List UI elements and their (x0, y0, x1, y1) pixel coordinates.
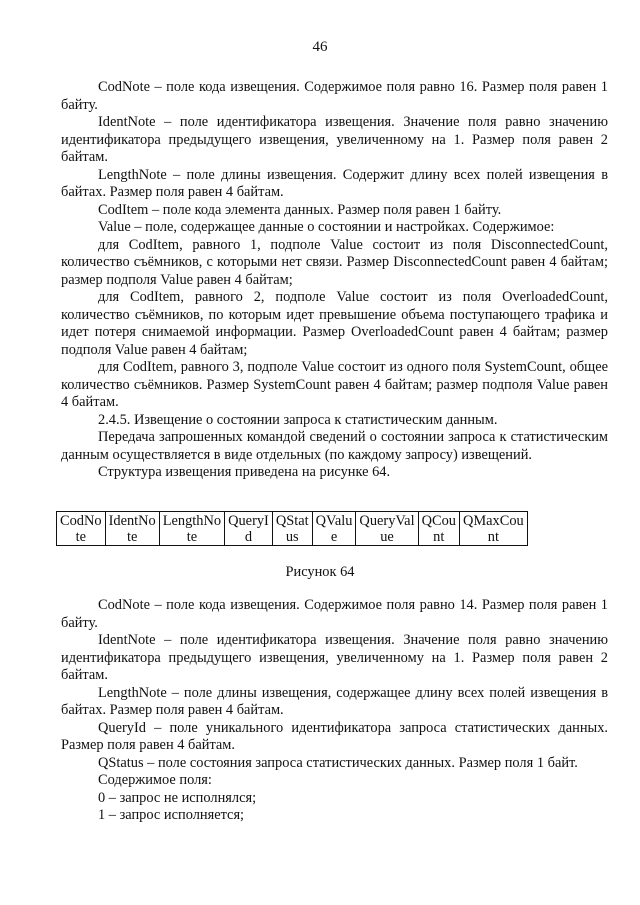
field-cell-lengthnote: LengthNo te (159, 512, 224, 546)
paragraph: IdentNote – поле идентификатора извещения. Значение поля равно значению идентификатора предыдущего извещения, увеличенному на 1. Размер поля равен 2 байтам. (61, 632, 608, 683)
paragraph: Структура извещения приведена на рисунке 64. (98, 464, 391, 480)
paragraph: для CodItem, равного 2, подполе Value состоит из поля OverloadedCount, количество съёмников, по которым идет превышение объема поступающего трафика и идет потеря снимаемой информации. Размер OverloadedCount равен 4 байтам; размер подполя Value равен 4 байтам; (61, 289, 608, 358)
paragraph: CodNote – поле кода извещения. Содержимое поля равно 16. Размер поля равен 1 байту. (61, 79, 608, 113)
page-number: 46 (312, 39, 328, 55)
paragraph: для CodItem, равного 1, подполе Value состоит из поля DisconnectedCount, количество съёмников, с которыми нет связи. Размер DisconnectedCount равен 4 байтам; размер подполя Value равен 4 байтам; (61, 236, 608, 288)
paragraph: Передача запрошенных командой сведений о состоянии запроса к статистическим данным осуществляется в виде отдельных (по каждому запросу) извещений. (61, 429, 608, 463)
notice-structure-table (56, 511, 528, 546)
paragraph: LengthNote – поле длины извещения. Содержит длину всех полей извещения в байтах. Размер поля равен 4 байтам. (61, 166, 608, 200)
paragraph: CodNote – поле кода извещения. Содержимое поля равно 14. Размер поля равен 1 байту. (61, 597, 608, 631)
field-cell-identnote: IdentNo te (105, 512, 159, 546)
paragraph: QStatus – поле состояния запроса статистических данных. Размер поля 1 байт. (98, 754, 578, 771)
section-heading: 2.4.5. Извещение о состоянии запроса к статистическим данным. (98, 411, 498, 428)
figure-caption: Рисунок 64 (285, 564, 355, 580)
paragraph: IdentNote – поле идентификатора извещения. Значение поля равно значению идентификатора предыдущего извещения, увеличенному на 1. Размер поля равен 2 байтам. (61, 114, 608, 165)
paragraph: CodItem – поле кода элемента данных. Размер поля равен 1 байту. (98, 201, 502, 218)
field-cell-queryvalue: QueryVal ue (356, 512, 418, 546)
list-item: 1 – запрос исполняется; (98, 807, 245, 823)
field-cell-qstatus: QStat us (272, 512, 312, 546)
paragraph: QueryId – поле уникального идентификатора запроса статистических данных. Размер поля равен 4 байтам. (61, 719, 608, 753)
paragraph: Содержимое поля: (98, 772, 212, 788)
field-cell-qvalue: QValu e (312, 512, 356, 546)
paragraph: для CodItem, равного 3, подполе Value состоит из одного поля SystemCount, общее количество съёмников. Размер SystemCount равен 4 байтам; размер подполя Value равен 4 байтам. (61, 359, 608, 410)
field-cell-codnote: CodNo te (57, 512, 106, 546)
section-1-text (61, 79, 608, 482)
field-cell-queryid: QueryI d (225, 512, 273, 546)
field-cell-qcount: QCou nt (418, 512, 459, 546)
paragraph: LengthNote – поле длины извещения, содержащее длину всех полей извещения в байтах. Размер поля равен 4 байтам. (61, 684, 608, 718)
table-row (57, 512, 528, 546)
field-cell-qmaxcount: QMaxCou nt (459, 512, 527, 546)
section-2-text (61, 597, 608, 825)
paragraph: Value – поле, содержащее данные о состоянии и настройках. Содержимое: (98, 219, 555, 235)
list-item: 0 – запрос не исполнялся; (98, 789, 257, 806)
